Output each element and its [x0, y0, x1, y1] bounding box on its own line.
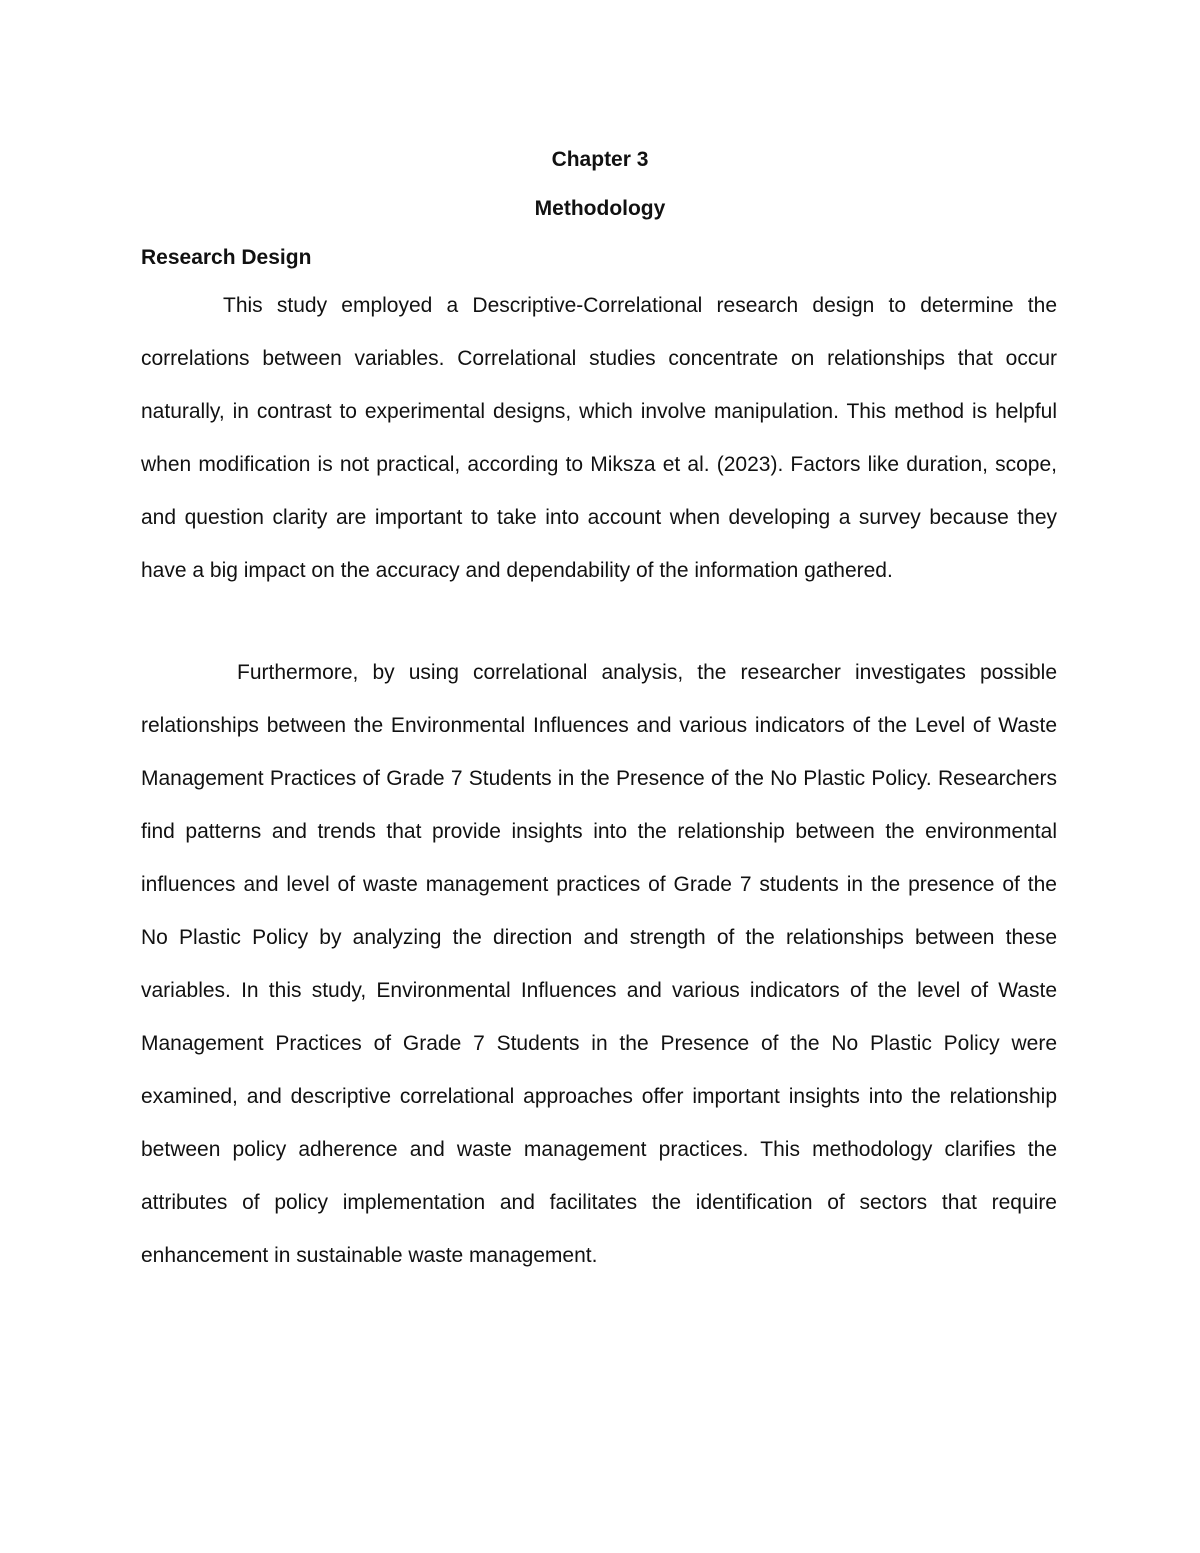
- chapter-heading: Chapter 3: [551, 148, 649, 171]
- paragraph-1: This study employed a Descriptive-Correlational research design to determine the correlations between variables. Correlational studies concentrate on relationships that occur naturally, in contrast to experimental designs, which involve manipulation. This method is helpful when modification is not practical, according to Miksza et al. (2023). Factors like duration, scope, and question clarity are important to take into account when developing a survey because they have a big impact on the accuracy and dependability of the information gathered.: [141, 294, 1057, 582]
- section-heading-research-design: Research Design: [141, 246, 312, 269]
- paragraph-2: Furthermore, by using correlational analysis, the researcher investigates possible relationships between the Environmental Influences and various indicators of the Level of Waste Management Practices of Grade 7 Students in the Presence of the No Plastic Policy. Researchers find patterns and trends that provide insights into the relationship between the environmental influences and level of waste management practices of Grade 7 students in the presence of the No Plastic Policy by analyzing the direction and strength of the relationships between these variables. In this study, Environmental Influences and various indicators of the level of Waste Management Practices of Grade 7 Students in the Presence of the No Plastic Policy were examined, and descriptive correlational approaches offer important insights into the relationship between policy adherence and waste management practices. This methodology clarifies the attributes of policy implementation and facilitates the identification of sectors that require enhancement in sustainable waste management.: [141, 661, 1057, 1267]
- chapter-title: Methodology: [534, 197, 666, 220]
